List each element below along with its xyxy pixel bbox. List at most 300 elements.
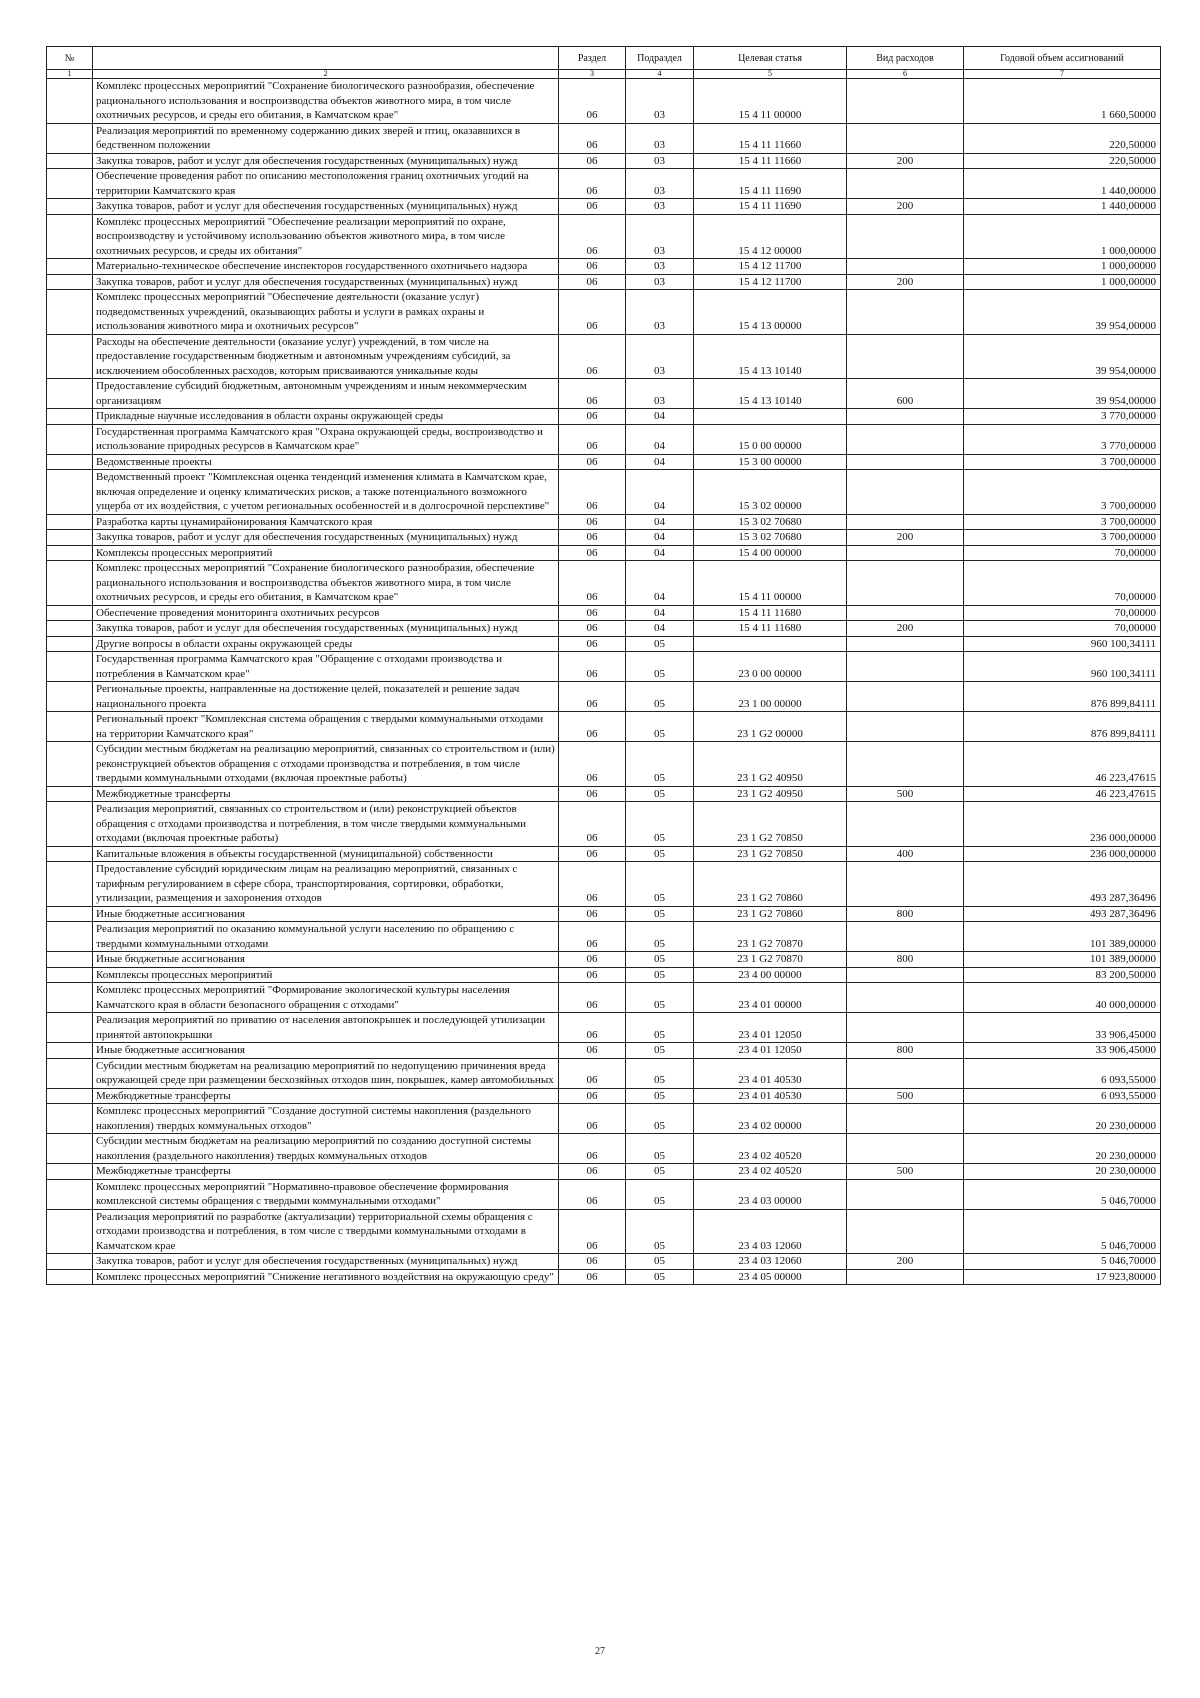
row-target-cell: 15 4 11 11690 bbox=[694, 169, 847, 199]
header-row bbox=[47, 47, 1161, 70]
row-expense-cell: 800 bbox=[847, 1043, 964, 1059]
row-amount-cell: 876 899,84111 bbox=[964, 712, 1161, 742]
row-name-cell: Закупка товаров, работ и услуг для обеспечения государственных (муниципальных) нужд bbox=[93, 153, 559, 169]
row-section-cell: 06 bbox=[559, 906, 626, 922]
row-amount-cell: 220,50000 bbox=[964, 123, 1161, 153]
row-number-cell bbox=[47, 967, 93, 983]
row-target-cell: 15 4 11 11690 bbox=[694, 199, 847, 215]
row-expense-cell bbox=[847, 712, 964, 742]
row-name-cell: Комплекс процессных мероприятий "Снижение негативного воздействия на окружающую среду" bbox=[93, 1269, 559, 1285]
row-subsection-cell: 05 bbox=[626, 846, 694, 862]
row-name-cell: Комплекс процессных мероприятий "Обеспечение реализации мероприятий по охране, воспроизводству и устойчивому использованию объектов животного мира, в том числе охотничьих ресурсов, и среды их обитания" bbox=[93, 214, 559, 259]
row-name-cell: Комплекс процессных мероприятий "Формирование экологической культуры населения Камчатского края в области безопасного обращения с отходами" bbox=[93, 983, 559, 1013]
row-subsection-cell: 05 bbox=[626, 862, 694, 907]
row-target-cell: 23 0 00 00000 bbox=[694, 652, 847, 682]
row-expense-cell bbox=[847, 636, 964, 652]
row-number-cell bbox=[47, 786, 93, 802]
table-row bbox=[47, 545, 1161, 561]
table-row bbox=[47, 742, 1161, 787]
row-target-cell: 23 4 01 12050 bbox=[694, 1043, 847, 1059]
row-number-cell bbox=[47, 621, 93, 637]
row-expense-cell bbox=[847, 1013, 964, 1043]
row-target-cell: 15 3 02 70680 bbox=[694, 514, 847, 530]
row-number-cell bbox=[47, 79, 93, 124]
row-number-cell bbox=[47, 862, 93, 907]
row-name-cell: Реализация мероприятий по разработке (актуализации) территориальной схемы обращения с отходами производства и потребления, в том числе с твердыми коммунальными отходами в Камчатском крае bbox=[93, 1209, 559, 1254]
row-number-cell bbox=[47, 169, 93, 199]
row-amount-cell: 39 954,00000 bbox=[964, 290, 1161, 335]
row-target-cell: 23 1 00 00000 bbox=[694, 682, 847, 712]
row-name-cell: Закупка товаров, работ и услуг для обеспечения государственных (муниципальных) нужд bbox=[93, 621, 559, 637]
table-row bbox=[47, 424, 1161, 454]
row-amount-cell: 493 287,36496 bbox=[964, 862, 1161, 907]
row-expense-cell bbox=[847, 545, 964, 561]
row-section-cell: 06 bbox=[559, 983, 626, 1013]
row-amount-cell: 876 899,84111 bbox=[964, 682, 1161, 712]
table-row bbox=[47, 1058, 1161, 1088]
row-target-cell: 15 3 02 00000 bbox=[694, 470, 847, 515]
row-section-cell: 06 bbox=[559, 1058, 626, 1088]
row-amount-cell: 83 200,50000 bbox=[964, 967, 1161, 983]
row-number-cell bbox=[47, 214, 93, 259]
row-target-cell: 15 4 11 11660 bbox=[694, 153, 847, 169]
row-number-cell bbox=[47, 952, 93, 968]
row-target-cell: 23 1 G2 70870 bbox=[694, 922, 847, 952]
table-row bbox=[47, 379, 1161, 409]
row-number-cell bbox=[47, 802, 93, 847]
row-subsection-cell: 05 bbox=[626, 682, 694, 712]
row-name-cell: Реализация мероприятий по временному содержанию диких зверей и птиц, оказавшихся в бедственном положении bbox=[93, 123, 559, 153]
row-subsection-cell: 05 bbox=[626, 1254, 694, 1270]
row-expense-cell: 800 bbox=[847, 906, 964, 922]
row-section-cell: 06 bbox=[559, 1134, 626, 1164]
row-amount-cell: 39 954,00000 bbox=[964, 334, 1161, 379]
row-expense-cell bbox=[847, 1134, 964, 1164]
row-target-cell: 23 1 G2 00000 bbox=[694, 712, 847, 742]
row-amount-cell: 33 906,45000 bbox=[964, 1013, 1161, 1043]
table-row bbox=[47, 906, 1161, 922]
row-amount-cell: 3 770,00000 bbox=[964, 409, 1161, 425]
row-name-cell: Обеспечение проведения работ по описанию местоположения границ охотничьих угодий на территории Камчатского края bbox=[93, 169, 559, 199]
row-subsection-cell: 05 bbox=[626, 922, 694, 952]
row-name-cell: Региональный проект "Комплексная система обращения с твердыми коммунальными отходами на территории Камчатского края" bbox=[93, 712, 559, 742]
table-row bbox=[47, 967, 1161, 983]
row-amount-cell: 1 660,50000 bbox=[964, 79, 1161, 124]
row-target-cell: 15 4 13 00000 bbox=[694, 290, 847, 335]
row-section-cell: 06 bbox=[559, 79, 626, 124]
row-amount-cell: 3 700,00000 bbox=[964, 470, 1161, 515]
table-row bbox=[47, 259, 1161, 275]
row-number-cell bbox=[47, 123, 93, 153]
row-number-cell bbox=[47, 1269, 93, 1285]
row-amount-cell: 70,00000 bbox=[964, 605, 1161, 621]
table-row bbox=[47, 1269, 1161, 1285]
header-section: Раздел bbox=[559, 47, 626, 70]
row-amount-cell: 960 100,34111 bbox=[964, 636, 1161, 652]
row-section-cell: 06 bbox=[559, 712, 626, 742]
row-name-cell: Предоставление субсидий юридическим лицам на реализацию мероприятий, связанных с тарифным регулированием в сфере сбора, транспортирования, сортировки, обработки, утилизации, размещения и захоронения отходов bbox=[93, 862, 559, 907]
header-number: № bbox=[47, 47, 93, 70]
row-expense-cell: 400 bbox=[847, 846, 964, 862]
row-amount-cell: 40 000,00000 bbox=[964, 983, 1161, 1013]
table-row bbox=[47, 290, 1161, 335]
row-number-cell bbox=[47, 379, 93, 409]
table-row bbox=[47, 123, 1161, 153]
row-subsection-cell: 03 bbox=[626, 79, 694, 124]
row-number-cell bbox=[47, 1043, 93, 1059]
row-name-cell: Материально-техническое обеспечение инспекторов государственного охотничьего надзора bbox=[93, 259, 559, 275]
header-expense-type: Вид расходов bbox=[847, 47, 964, 70]
row-subsection-cell: 03 bbox=[626, 290, 694, 335]
row-amount-cell: 5 046,70000 bbox=[964, 1179, 1161, 1209]
row-name-cell: Ведомственные проекты bbox=[93, 454, 559, 470]
row-name-cell: Комплексы процессных мероприятий bbox=[93, 545, 559, 561]
row-expense-cell bbox=[847, 983, 964, 1013]
row-amount-cell: 20 230,00000 bbox=[964, 1164, 1161, 1180]
row-subsection-cell: 04 bbox=[626, 605, 694, 621]
row-number-cell bbox=[47, 846, 93, 862]
table-row bbox=[47, 1104, 1161, 1134]
row-target-cell: 23 4 02 40520 bbox=[694, 1134, 847, 1164]
table-row bbox=[47, 983, 1161, 1013]
row-target-cell: 15 4 12 11700 bbox=[694, 274, 847, 290]
row-amount-cell: 1 000,00000 bbox=[964, 214, 1161, 259]
row-section-cell: 06 bbox=[559, 652, 626, 682]
table-row bbox=[47, 454, 1161, 470]
row-expense-cell bbox=[847, 290, 964, 335]
row-expense-cell bbox=[847, 561, 964, 606]
row-subsection-cell: 05 bbox=[626, 1088, 694, 1104]
table-row bbox=[47, 1013, 1161, 1043]
row-expense-cell bbox=[847, 409, 964, 425]
row-expense-cell: 600 bbox=[847, 379, 964, 409]
row-number-cell bbox=[47, 1179, 93, 1209]
row-expense-cell: 500 bbox=[847, 1088, 964, 1104]
row-section-cell: 06 bbox=[559, 922, 626, 952]
row-section-cell: 06 bbox=[559, 1254, 626, 1270]
row-amount-cell: 493 287,36496 bbox=[964, 906, 1161, 922]
row-target-cell: 23 4 05 00000 bbox=[694, 1269, 847, 1285]
table-row bbox=[47, 1088, 1161, 1104]
row-name-cell: Региональные проекты, направленные на достижение целей, показателей и решение задач национального проекта bbox=[93, 682, 559, 712]
row-name-cell: Комплексы процессных мероприятий bbox=[93, 967, 559, 983]
table-row bbox=[47, 169, 1161, 199]
table-row bbox=[47, 1164, 1161, 1180]
row-expense-cell bbox=[847, 169, 964, 199]
row-amount-cell: 70,00000 bbox=[964, 561, 1161, 606]
row-subsection-cell: 04 bbox=[626, 530, 694, 546]
row-section-cell: 06 bbox=[559, 636, 626, 652]
row-name-cell: Закупка товаров, работ и услуг для обеспечения государственных (муниципальных) нужд bbox=[93, 1254, 559, 1270]
row-subsection-cell: 03 bbox=[626, 214, 694, 259]
row-expense-cell bbox=[847, 79, 964, 124]
row-section-cell: 06 bbox=[559, 545, 626, 561]
row-expense-cell bbox=[847, 214, 964, 259]
row-name-cell: Закупка товаров, работ и услуг для обеспечения государственных (муниципальных) нужд bbox=[93, 274, 559, 290]
row-number-cell bbox=[47, 983, 93, 1013]
row-section-cell: 06 bbox=[559, 199, 626, 215]
row-section-cell: 06 bbox=[559, 123, 626, 153]
budget-table bbox=[46, 46, 1161, 1285]
row-section-cell: 06 bbox=[559, 1088, 626, 1104]
row-amount-cell: 6 093,55000 bbox=[964, 1088, 1161, 1104]
row-section-cell: 06 bbox=[559, 786, 626, 802]
table-row bbox=[47, 199, 1161, 215]
row-section-cell: 06 bbox=[559, 334, 626, 379]
row-expense-cell: 500 bbox=[847, 1164, 964, 1180]
row-amount-cell: 3 700,00000 bbox=[964, 530, 1161, 546]
row-number-cell bbox=[47, 1013, 93, 1043]
row-expense-cell: 200 bbox=[847, 621, 964, 637]
row-target-cell: 15 4 11 00000 bbox=[694, 79, 847, 124]
row-number-cell bbox=[47, 424, 93, 454]
row-name-cell: Обеспечение проведения мониторинга охотничьих ресурсов bbox=[93, 605, 559, 621]
row-subsection-cell: 05 bbox=[626, 1209, 694, 1254]
row-amount-cell: 236 000,00000 bbox=[964, 846, 1161, 862]
row-subsection-cell: 04 bbox=[626, 409, 694, 425]
row-subsection-cell: 05 bbox=[626, 1013, 694, 1043]
row-number-cell bbox=[47, 1209, 93, 1254]
table-row bbox=[47, 682, 1161, 712]
row-section-cell: 06 bbox=[559, 169, 626, 199]
row-expense-cell: 200 bbox=[847, 274, 964, 290]
row-expense-cell bbox=[847, 1269, 964, 1285]
row-expense-cell: 200 bbox=[847, 153, 964, 169]
row-target-cell: 23 4 03 12060 bbox=[694, 1254, 847, 1270]
table-row bbox=[47, 334, 1161, 379]
row-expense-cell bbox=[847, 802, 964, 847]
row-amount-cell: 960 100,34111 bbox=[964, 652, 1161, 682]
table-row bbox=[47, 214, 1161, 259]
row-amount-cell: 3 700,00000 bbox=[964, 514, 1161, 530]
row-subsection-cell: 03 bbox=[626, 379, 694, 409]
row-subsection-cell: 04 bbox=[626, 470, 694, 515]
row-section-cell: 06 bbox=[559, 454, 626, 470]
row-section-cell: 06 bbox=[559, 274, 626, 290]
row-number-cell bbox=[47, 712, 93, 742]
row-amount-cell: 6 093,55000 bbox=[964, 1058, 1161, 1088]
row-subsection-cell: 05 bbox=[626, 712, 694, 742]
table-row bbox=[47, 621, 1161, 637]
row-amount-cell: 46 223,47615 bbox=[964, 786, 1161, 802]
row-subsection-cell: 05 bbox=[626, 1179, 694, 1209]
row-target-cell bbox=[694, 409, 847, 425]
row-section-cell: 06 bbox=[559, 1164, 626, 1180]
row-amount-cell: 101 389,00000 bbox=[964, 952, 1161, 968]
column-number: 3 bbox=[559, 70, 626, 79]
table-row bbox=[47, 786, 1161, 802]
row-amount-cell: 20 230,00000 bbox=[964, 1134, 1161, 1164]
row-name-cell: Субсидии местным бюджетам на реализацию мероприятий, связанных со строительством и (или) реконструкцией объектов обращения с отходами производства и потребления, в том числе твердыми коммунальными отходами (включая проектные работы) bbox=[93, 742, 559, 787]
column-number: 1 bbox=[47, 70, 93, 79]
table-row bbox=[47, 1179, 1161, 1209]
table-row bbox=[47, 79, 1161, 124]
row-subsection-cell: 05 bbox=[626, 802, 694, 847]
column-number: 2 bbox=[93, 70, 559, 79]
header-annual-amount: Годовой объем ассигнований bbox=[964, 47, 1161, 70]
row-name-cell: Иные бюджетные ассигнования bbox=[93, 906, 559, 922]
row-amount-cell: 3 700,00000 bbox=[964, 454, 1161, 470]
row-expense-cell bbox=[847, 922, 964, 952]
row-section-cell: 06 bbox=[559, 742, 626, 787]
row-amount-cell: 101 389,00000 bbox=[964, 922, 1161, 952]
row-name-cell: Комплекс процессных мероприятий "Сохранение биологического разнообразия, обеспечение рационального использования и воспроизводства объектов животного мира, в том числе охотничьих ресурсов, и среды его обитания, в Камчатском крае" bbox=[93, 561, 559, 606]
row-amount-cell: 17 923,80000 bbox=[964, 1269, 1161, 1285]
row-target-cell: 15 4 13 10140 bbox=[694, 379, 847, 409]
row-subsection-cell: 03 bbox=[626, 274, 694, 290]
row-expense-cell: 200 bbox=[847, 199, 964, 215]
row-target-cell: 23 1 G2 70850 bbox=[694, 802, 847, 847]
table-row bbox=[47, 862, 1161, 907]
row-name-cell: Иные бюджетные ассигнования bbox=[93, 952, 559, 968]
row-number-cell bbox=[47, 561, 93, 606]
row-expense-cell bbox=[847, 652, 964, 682]
row-amount-cell: 1 440,00000 bbox=[964, 199, 1161, 215]
row-section-cell: 06 bbox=[559, 682, 626, 712]
row-name-cell: Другие вопросы в области охраны окружающей среды bbox=[93, 636, 559, 652]
row-number-cell bbox=[47, 922, 93, 952]
row-amount-cell: 5 046,70000 bbox=[964, 1254, 1161, 1270]
row-expense-cell bbox=[847, 334, 964, 379]
row-subsection-cell: 03 bbox=[626, 169, 694, 199]
row-number-cell bbox=[47, 1164, 93, 1180]
row-expense-cell bbox=[847, 424, 964, 454]
row-name-cell: Комплекс процессных мероприятий "Сохранение биологического разнообразия, обеспечение рационального использования и воспроизводства объектов животного мира, в том числе охотничьих ресурсов, и среды его обитания, в Камчатском крае" bbox=[93, 79, 559, 124]
table-row bbox=[47, 922, 1161, 952]
row-target-cell: 23 4 01 40530 bbox=[694, 1058, 847, 1088]
row-amount-cell: 3 770,00000 bbox=[964, 424, 1161, 454]
row-number-cell bbox=[47, 1088, 93, 1104]
row-subsection-cell: 05 bbox=[626, 652, 694, 682]
column-number: 7 bbox=[964, 70, 1161, 79]
row-target-cell bbox=[694, 636, 847, 652]
row-target-cell: 23 4 03 12060 bbox=[694, 1209, 847, 1254]
row-section-cell: 06 bbox=[559, 514, 626, 530]
row-number-cell bbox=[47, 290, 93, 335]
row-subsection-cell: 05 bbox=[626, 742, 694, 787]
row-subsection-cell: 04 bbox=[626, 561, 694, 606]
row-subsection-cell: 05 bbox=[626, 786, 694, 802]
row-number-cell bbox=[47, 514, 93, 530]
row-amount-cell: 236 000,00000 bbox=[964, 802, 1161, 847]
row-name-cell: Межбюджетные трансферты bbox=[93, 1164, 559, 1180]
row-name-cell: Прикладные научные исследования в области охраны окружающей среды bbox=[93, 409, 559, 425]
row-expense-cell: 200 bbox=[847, 530, 964, 546]
row-name-cell: Субсидии местным бюджетам на реализацию мероприятий по недопущению причинения вреда окружающей среде при размещении бесхозяйных отходов шин, покрышек, камер автомобильных bbox=[93, 1058, 559, 1088]
row-number-cell bbox=[47, 652, 93, 682]
row-expense-cell bbox=[847, 470, 964, 515]
row-target-cell: 23 1 G2 70850 bbox=[694, 846, 847, 862]
table-row bbox=[47, 1254, 1161, 1270]
row-amount-cell: 70,00000 bbox=[964, 545, 1161, 561]
row-target-cell: 23 1 G2 70860 bbox=[694, 906, 847, 922]
row-name-cell: Комплекс процессных мероприятий "Нормативно-правовое обеспечение формирования комплексной системы обращения с твердыми коммунальными отходами" bbox=[93, 1179, 559, 1209]
row-number-cell bbox=[47, 545, 93, 561]
row-subsection-cell: 05 bbox=[626, 1269, 694, 1285]
row-expense-cell bbox=[847, 123, 964, 153]
row-name-cell: Межбюджетные трансферты bbox=[93, 786, 559, 802]
budget-table-sheet bbox=[46, 46, 1160, 1285]
row-subsection-cell: 03 bbox=[626, 259, 694, 275]
row-subsection-cell: 03 bbox=[626, 153, 694, 169]
row-target-cell: 15 4 11 11680 bbox=[694, 605, 847, 621]
row-subsection-cell: 04 bbox=[626, 621, 694, 637]
row-name-cell: Межбюджетные трансферты bbox=[93, 1088, 559, 1104]
table-body bbox=[47, 79, 1161, 1285]
row-name-cell: Расходы на обеспечение деятельности (оказание услуг) учреждений, в том числе на предоставление государственным бюджетным и автономным учреждениям субсидий, за исключением обособленных расходов, которым присваиваются уникальные коды bbox=[93, 334, 559, 379]
table-row bbox=[47, 952, 1161, 968]
row-amount-cell: 46 223,47615 bbox=[964, 742, 1161, 787]
row-amount-cell: 70,00000 bbox=[964, 621, 1161, 637]
row-target-cell: 15 4 12 00000 bbox=[694, 214, 847, 259]
row-section-cell: 06 bbox=[559, 290, 626, 335]
table-row bbox=[47, 846, 1161, 862]
row-target-cell: 15 4 11 11660 bbox=[694, 123, 847, 153]
row-expense-cell: 800 bbox=[847, 952, 964, 968]
row-target-cell: 23 4 00 00000 bbox=[694, 967, 847, 983]
row-target-cell: 15 3 00 00000 bbox=[694, 454, 847, 470]
row-target-cell: 23 4 02 00000 bbox=[694, 1104, 847, 1134]
table-row bbox=[47, 561, 1161, 606]
table-row bbox=[47, 274, 1161, 290]
row-name-cell: Государственная программа Камчатского края "Охрана окружающей среды, воспроизводство и использование природных ресурсов в Камчатском крае" bbox=[93, 424, 559, 454]
row-section-cell: 06 bbox=[559, 259, 626, 275]
row-name-cell: Иные бюджетные ассигнования bbox=[93, 1043, 559, 1059]
row-expense-cell bbox=[847, 605, 964, 621]
header-name bbox=[93, 47, 559, 70]
page-number: 27 bbox=[595, 1646, 605, 1657]
row-subsection-cell: 03 bbox=[626, 334, 694, 379]
row-number-cell bbox=[47, 274, 93, 290]
row-subsection-cell: 05 bbox=[626, 1134, 694, 1164]
row-number-cell bbox=[47, 454, 93, 470]
row-name-cell: Ведомственный проект "Комплексная оценка тенденций изменения климата в Камчатском крае, включая определение и оценку климатических рисков, а также потенциального возможного ущерба от их воздействия, с учетом региональных особенностей и в долгосрочной перспективе" bbox=[93, 470, 559, 515]
row-section-cell: 06 bbox=[559, 862, 626, 907]
row-number-cell bbox=[47, 605, 93, 621]
row-section-cell: 06 bbox=[559, 1179, 626, 1209]
row-number-cell bbox=[47, 1134, 93, 1164]
row-name-cell: Реализация мероприятий, связанных со строительством и (или) реконструкцией объектов обращения с отходами производства и потребления, в том числе твердыми коммунальными отходами (включая проектные работы) bbox=[93, 802, 559, 847]
row-name-cell: Комплекс процессных мероприятий "Обеспечение деятельности (оказание услуг) подведомственных учреждений, оказывающих работы и услуги в рамках охраны и использования животного мира и охотничьих ресурсов" bbox=[93, 290, 559, 335]
row-section-cell: 06 bbox=[559, 424, 626, 454]
row-expense-cell bbox=[847, 862, 964, 907]
row-name-cell: Капитальные вложения в объекты государственной (муниципальной) собственности bbox=[93, 846, 559, 862]
row-subsection-cell: 05 bbox=[626, 636, 694, 652]
row-amount-cell: 1 440,00000 bbox=[964, 169, 1161, 199]
table-row bbox=[47, 652, 1161, 682]
row-number-cell bbox=[47, 906, 93, 922]
row-target-cell: 15 4 12 11700 bbox=[694, 259, 847, 275]
row-target-cell: 23 4 01 40530 bbox=[694, 1088, 847, 1104]
row-subsection-cell: 05 bbox=[626, 1058, 694, 1088]
row-subsection-cell: 05 bbox=[626, 952, 694, 968]
row-expense-cell bbox=[847, 259, 964, 275]
row-target-cell: 23 4 01 12050 bbox=[694, 1013, 847, 1043]
row-subsection-cell: 05 bbox=[626, 906, 694, 922]
row-number-cell bbox=[47, 1104, 93, 1134]
row-section-cell: 06 bbox=[559, 214, 626, 259]
row-target-cell: 15 3 02 70680 bbox=[694, 530, 847, 546]
row-section-cell: 06 bbox=[559, 846, 626, 862]
row-name-cell: Закупка товаров, работ и услуг для обеспечения государственных (муниципальных) нужд bbox=[93, 530, 559, 546]
row-section-cell: 06 bbox=[559, 530, 626, 546]
row-number-cell bbox=[47, 742, 93, 787]
row-amount-cell: 39 954,00000 bbox=[964, 379, 1161, 409]
table-row bbox=[47, 470, 1161, 515]
row-section-cell: 06 bbox=[559, 470, 626, 515]
row-expense-cell bbox=[847, 1209, 964, 1254]
row-expense-cell bbox=[847, 742, 964, 787]
